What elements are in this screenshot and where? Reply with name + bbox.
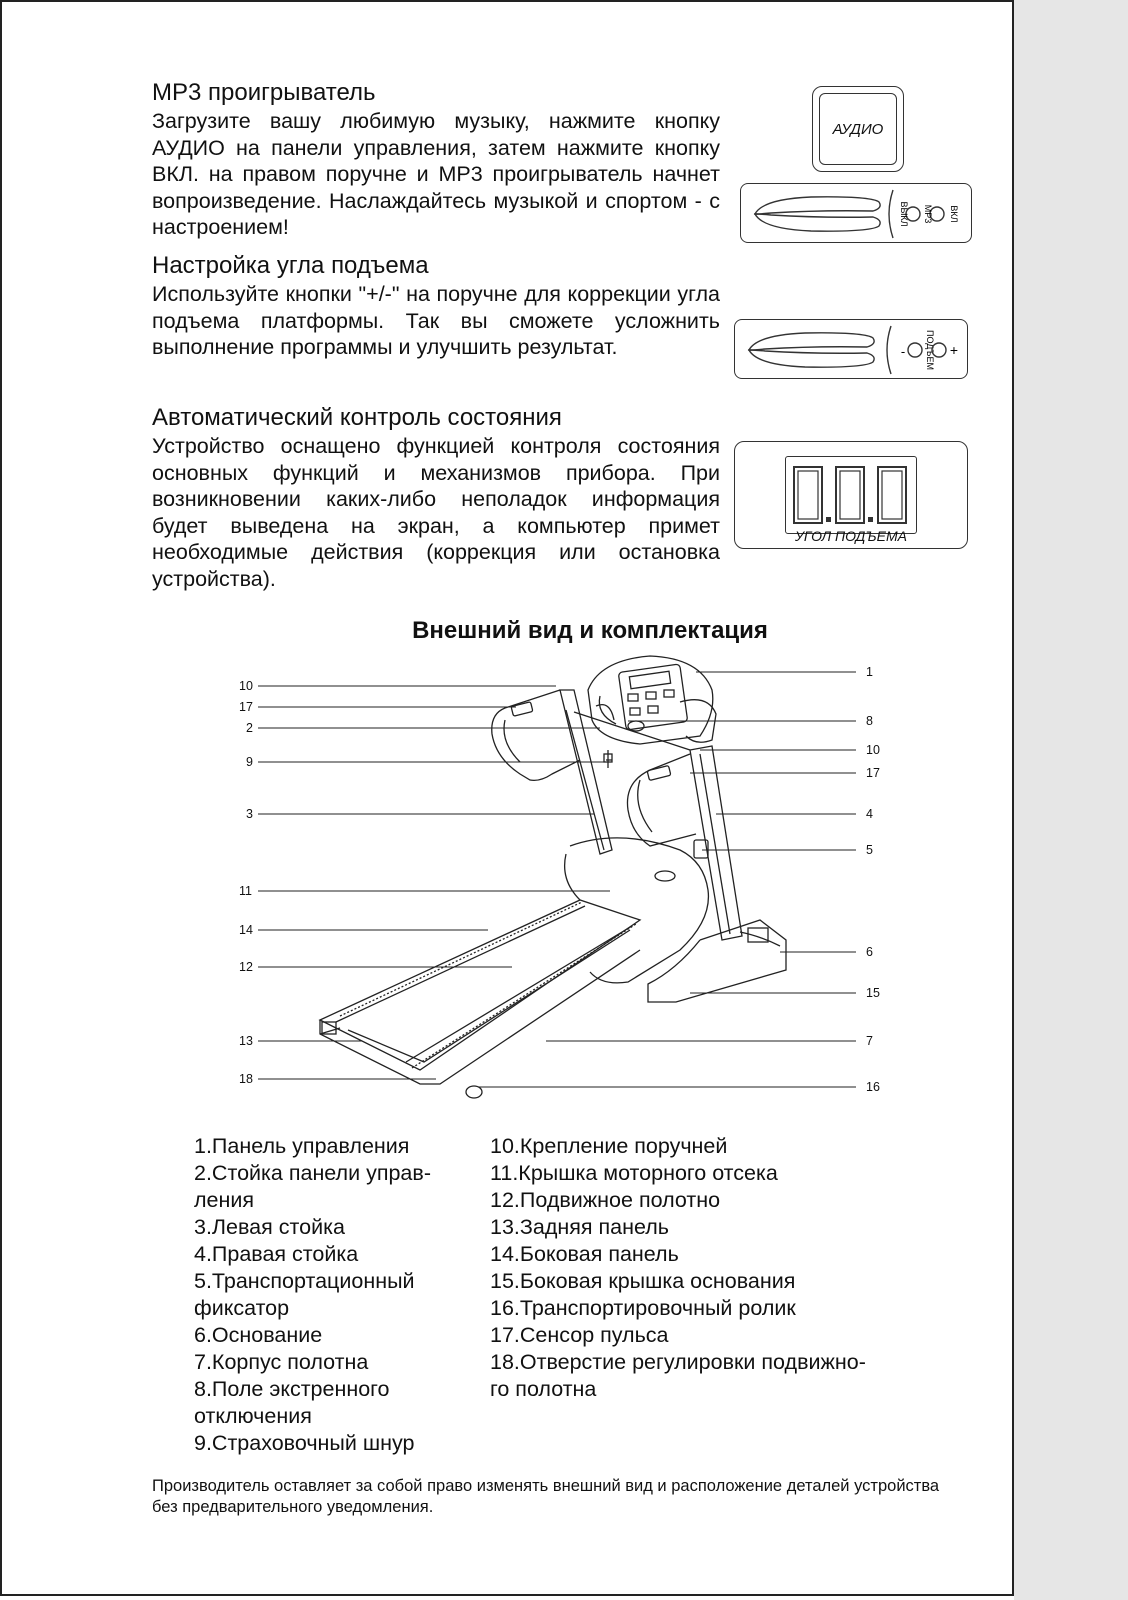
callout-right-4: 17	[866, 766, 880, 780]
parts-list-left	[194, 1133, 431, 1457]
parts-left-line: 5.Транспортационный	[194, 1269, 415, 1293]
callout-left-1: 10	[239, 679, 253, 693]
callout-right-2: 8	[866, 714, 873, 728]
incline-text: Используйте кнопки "+/-" на поручне для коррекции угла подъема платформы. Так вы сможете усложнить выполнение программы и улучшить результат.	[152, 282, 720, 359]
parts-left-line: 8.Поле экстренного	[194, 1377, 390, 1401]
callout-right-10: 16	[866, 1080, 880, 1094]
treadmill-drawing	[320, 656, 786, 1098]
incline-label: ПОДЪЕМ	[925, 330, 935, 370]
callout-lines	[258, 672, 856, 1087]
display-caption: УГОЛ ПОДЪЕМА	[794, 528, 908, 544]
incline-minus-label: -	[900, 344, 906, 359]
mp3-section	[152, 78, 720, 241]
parts-right-line: 17.Сенсор пульса	[490, 1323, 669, 1347]
callout-left-6: 11	[239, 884, 252, 898]
incline-display-illustration	[734, 441, 968, 549]
parts-left-line: отключения	[194, 1404, 312, 1428]
parts-right-line: 10.Крепление поручней	[490, 1134, 728, 1158]
mp3-title: MP3 проигрыватель	[152, 79, 376, 106]
page-margin-strip	[1014, 0, 1128, 1600]
handrail-mp3-label: MP3	[923, 204, 933, 224]
audio-button-label: АУДИО	[819, 93, 897, 165]
mp3-text: Загрузите вашу любимую музыку, нажмите кнопку АУДИО на панели управления, затем нажмите кнопку ВКЛ. на правом поручне и MP3 проигрыватель начнет вопроизведение. Наслаждайтесь музыкой и спортом - с настроением!	[152, 109, 720, 239]
callout-left-3: 2	[246, 721, 253, 735]
seven-segment-digits-icon	[786, 457, 914, 531]
callout-right-6: 5	[866, 843, 873, 857]
parts-right-line: 12.Подвижное полотно	[490, 1188, 721, 1212]
callout-right-7: 6	[866, 945, 873, 959]
autocheck-section	[152, 403, 720, 592]
callout-left-9: 13	[239, 1034, 253, 1048]
incline-title: Настройка угла подъема	[152, 252, 429, 279]
parts-left-line: 3.Левая стойка	[194, 1215, 345, 1239]
callout-right-1: 1	[866, 665, 873, 679]
callout-left-5: 3	[246, 807, 253, 821]
parts-left-line: 9.Страховочный шнур	[194, 1431, 415, 1455]
parts-list-right	[490, 1133, 866, 1403]
parts-right-line: 18.Отверстие регулировки подвижно-	[490, 1350, 866, 1374]
diagram-title: Внешний вид и комплектация	[412, 617, 768, 644]
incline-section	[152, 251, 720, 361]
incline-grip-icon	[735, 320, 969, 380]
autocheck-text: Устройство оснащено функцией контроля состояния основных функций и механизмов прибора. При возникновении каких-либо неполадок информация будет выведена на экран, а компьютер примет необходимые действия (коррекция или остановка устройства).	[152, 434, 720, 591]
handrail-on-label: ВКЛ	[949, 205, 959, 223]
parts-right-line: 14.Боковая панель	[490, 1242, 679, 1266]
parts-left-line: ления	[194, 1188, 255, 1212]
autocheck-title: Автоматический контроль состояния	[152, 404, 562, 431]
callout-right-5: 4	[866, 807, 873, 821]
treadmill-diagram	[0, 650, 1014, 1120]
callout-left-7: 14	[239, 923, 253, 937]
parts-right-line: го полотна	[490, 1377, 597, 1401]
callout-right-8: 15	[866, 986, 880, 1000]
callout-right-3: 10	[866, 743, 880, 757]
callout-left-2: 17	[239, 700, 253, 714]
handrail-mp3-illustration	[740, 183, 972, 243]
parts-right-line: 11.Крышка моторного отсека	[490, 1161, 778, 1185]
parts-right-line: 13.Задняя панель	[490, 1215, 669, 1239]
parts-left-line: фиксатор	[194, 1296, 290, 1320]
callout-right-9: 7	[866, 1034, 873, 1048]
footnote: Производитель оставляет за собой право изменять внешний вид и расположение деталей устройства без предварительного уведомления.	[152, 1477, 940, 1516]
handrail-off-label: ВЫКЛ	[899, 201, 909, 227]
callout-left-8: 12	[239, 960, 253, 974]
callout-left-4: 9	[246, 755, 253, 769]
parts-left-line: 4.Правая стойка	[194, 1242, 359, 1266]
parts-left-line: 2.Стойка панели управ-	[194, 1161, 431, 1185]
display-window	[785, 456, 917, 534]
parts-right-line: 16.Транспортировочный ролик	[490, 1296, 796, 1320]
audio-button-illustration	[812, 86, 904, 172]
handrail-grip-icon	[741, 184, 973, 244]
parts-left-line: 1.Панель управления	[194, 1134, 410, 1158]
parts-right-line: 15.Боковая крышка основания	[490, 1269, 796, 1293]
parts-left-line: 6.Основание	[194, 1323, 323, 1347]
incline-plus-label: +	[949, 342, 959, 358]
callout-left-10: 18	[239, 1072, 253, 1086]
handrail-incline-illustration	[734, 319, 968, 379]
parts-left-line: 7.Корпус полотна	[194, 1350, 369, 1374]
